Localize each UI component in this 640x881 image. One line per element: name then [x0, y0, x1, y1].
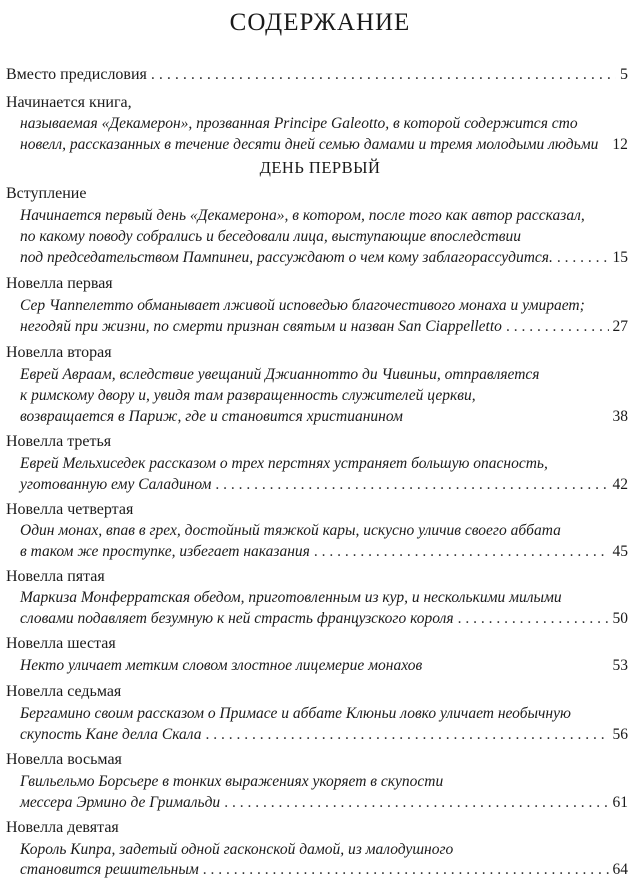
leader-dots — [458, 608, 609, 629]
toc-entry-intro[interactable] — [20, 247, 628, 268]
toc-entry-book-start[interactable] — [20, 134, 628, 155]
entry-line: негодяй при жизни, по смерти признан святым и назван San Ciappelletto — [20, 318, 502, 335]
entry-heading: Новелла вторая — [6, 344, 112, 361]
entry-line: становится решительным — [20, 861, 199, 878]
leader-dots — [314, 541, 609, 562]
entry-line: Один монах, впав в грех, достойный тяжкой кары, искусно уличив своего аббата — [20, 522, 561, 539]
entry-line: Маркиза Монферратская обедом, приготовленным из кур, и несколькими милыми — [20, 589, 562, 606]
entry-line: в таком же проступке, избегает наказания — [20, 543, 310, 560]
page-number: 61 — [612, 794, 628, 811]
entry-heading: Новелла девятая — [6, 819, 119, 836]
entry-heading: Начинается книга, — [6, 94, 132, 111]
entry-title: Вместо предисловия — [6, 66, 147, 83]
page-number: 45 — [612, 543, 628, 560]
toc-entry-novella[interactable] — [20, 541, 628, 562]
leader-dots — [151, 64, 616, 85]
leader-dots — [224, 792, 608, 813]
page-number: 12 — [612, 136, 628, 153]
entry-line: Еврей Мельхиседек рассказом о трех перстнях устраняет большую опасность, — [20, 455, 548, 472]
entry-line: уготованную ему Саладином — [20, 476, 212, 493]
toc-entry-novella[interactable] — [20, 792, 628, 813]
entry-line: Бергамино своим рассказом о Примасе и аббате Клюньи ловко уличает необычную — [20, 705, 571, 722]
page-number: 38 — [612, 408, 628, 425]
entry-line: называемая «Декамерон», прозванная Principe Galeotto, в которой содержится сто — [20, 115, 578, 132]
page-number: 50 — [612, 610, 628, 627]
page-number: 64 — [612, 861, 628, 878]
toc-entry-novella[interactable] — [20, 406, 628, 427]
page-title: СОДЕРЖАНИЕ — [229, 9, 411, 36]
entry-line: словами подавляет безумную к ней страсть французского короля — [20, 610, 454, 627]
entry-heading: Новелла пятая — [6, 568, 105, 585]
toc-entry-novella[interactable] — [20, 474, 628, 495]
toc-entry-novella[interactable] — [20, 724, 628, 745]
page-number: 42 — [612, 476, 628, 493]
page-number: 27 — [612, 318, 628, 335]
entry-heading: Новелла восьмая — [6, 751, 122, 768]
entry-line: Король Кипра, задетый одной гасконской дамой, из малодушного — [20, 841, 454, 858]
page-number: 53 — [612, 657, 628, 674]
leader-dots — [506, 316, 609, 337]
entry-heading: Новелла седьмая — [6, 683, 122, 700]
entry-line: возвращается в Париж, где и становится христианином — [20, 408, 403, 425]
toc-entry-novella[interactable] — [20, 859, 628, 880]
toc-entry-preface[interactable] — [6, 64, 628, 85]
page-number: 56 — [612, 726, 628, 743]
toc-entry-novella[interactable] — [20, 316, 628, 337]
entry-line: к римскому двору и, увидя там развращенность служителей церкви, — [20, 387, 476, 404]
leader-dots — [203, 859, 609, 880]
entry-line: Гвильельмо Борсьере в тонких выражениях укоряет в скупости — [20, 773, 444, 790]
entry-line: Сер Чаппелетто обманывает лживой исповедью благочестивого монаха и умирает; — [20, 297, 585, 314]
leader-dots — [206, 724, 609, 745]
entry-line: новелл, рассказанных в течение десяти дней семью дамами и тремя молодыми людьми — [20, 136, 599, 153]
entry-line: скупость Кане делла Скала — [20, 726, 202, 743]
page-number: 5 — [620, 66, 628, 83]
entry-line: Начинается первый день «Декамерона», в котором, после того как автор рассказал, — [20, 207, 585, 224]
entry-heading: Новелла третья — [6, 433, 112, 450]
page-number: 15 — [612, 249, 628, 266]
leader-dots — [557, 247, 609, 268]
section-title: ДЕНЬ ПЕРВЫЙ — [259, 158, 381, 177]
entry-heading: Новелла четвертая — [6, 501, 134, 518]
entry-line: Некто уличает метким словом злостное лицемерие монахов — [20, 657, 423, 674]
entry-line: мессера Эрмино де Гримальди — [20, 794, 221, 811]
entry-heading: Вступление — [6, 185, 87, 202]
entry-heading: Новелла первая — [6, 275, 113, 292]
entry-heading: Новелла шестая — [6, 635, 116, 652]
entry-line: под председательством Пампинеи, рассуждают о чем кому заблагорассудится. — [20, 249, 553, 266]
toc-entry-novella[interactable] — [20, 655, 628, 676]
entry-line: по какому поводу собрались и беседовали лица, выступающие впоследствии — [20, 228, 521, 245]
entry-line: Еврей Авраам, вследствие увещаний Джианнотто ди Чивиньи, отправляется — [20, 366, 540, 383]
toc-entry-novella[interactable] — [20, 608, 628, 629]
leader-dots — [215, 474, 608, 495]
